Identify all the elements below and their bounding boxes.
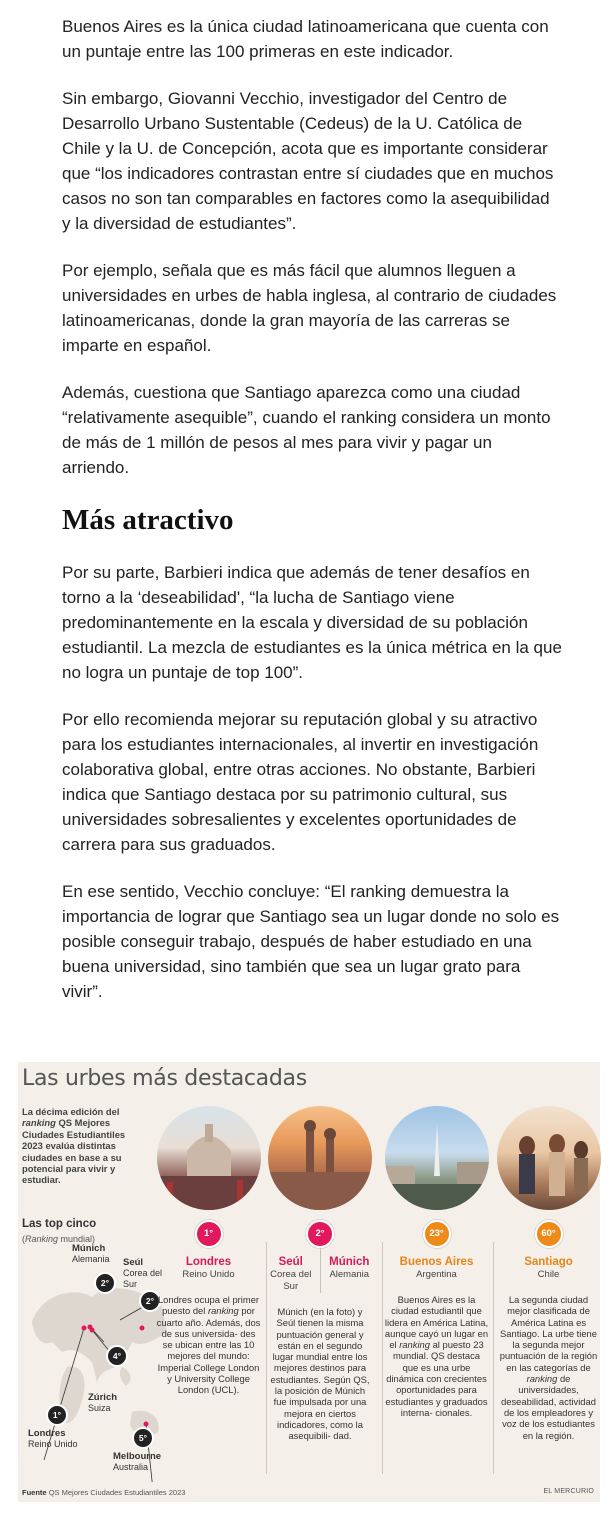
map-rank-zurich: 4° (106, 1345, 128, 1367)
desc-ba-a: Buenos Aires es la ciudad estudiantil que lidera en América Latina, aunque cayó un lugar en el (384, 1294, 489, 1351)
londres-photo (157, 1106, 261, 1210)
paragraph-5: Por su parte, Barbieri indica que además de tener desafíos en torno a la ‘deseabilidad', “la lucha de Santiago viene predominantemente en la escala y diversidad de su población estudiantil. La mezcla de estudiantes es la única métrica en la que no logra un puntaje de top 100”. (62, 563, 562, 682)
infographic (18, 1062, 600, 1502)
city-name-santiago: Santiago (524, 1256, 573, 1268)
map-munich-city: Múnich (72, 1243, 106, 1254)
city-column-londres (156, 1106, 261, 1396)
infographic-intro (22, 1106, 140, 1186)
top5-sub-c: mundial) (58, 1234, 96, 1244)
column-divider (382, 1242, 383, 1474)
paragraph-7: En ese sentido, Vecchio concluye: “El ranking demuestra la importancia de lograr que Santiago sea un lugar donde no solo es posible conseguir trabajo, después de haber estudiado en una buena universidad, sino también que sea un lugar grato para vivir”. (62, 882, 560, 1001)
rank-badge-londres: 1° (195, 1220, 223, 1248)
map-label-londres (28, 1428, 78, 1450)
map-rank-melbourne: 5° (132, 1427, 154, 1449)
city-name-buenos-aires: Buenos Aires (399, 1256, 474, 1268)
santiago-photo (497, 1106, 601, 1210)
city-column-buenos-aires (384, 1106, 489, 1418)
city-separator (320, 1248, 321, 1293)
map-melbourne-country: Australia (113, 1462, 149, 1472)
map-londres-city: Londres (28, 1428, 66, 1439)
country-munich: Alemania (329, 1269, 370, 1280)
city-name-seul: Seúl (278, 1256, 303, 1268)
source-label: Fuente (22, 1488, 47, 1497)
article-body (62, 14, 562, 1026)
city-column-santiago (496, 1106, 601, 1441)
paragraph-4: Además, cuestiona que Santiago aparezca como una ciudad “relativamente asequible”, cuando el ranking considera un monto de más de 1 millón de pesos al mes para vivir y pagar un arriendo. (62, 383, 551, 477)
desc-londres-b: ranking (207, 1305, 239, 1317)
top5-sub-a: ( (22, 1234, 25, 1244)
desc-ba-b: ranking (399, 1339, 430, 1351)
country-londres: Reino Unido (182, 1269, 235, 1280)
map-munich-country: Alemania (72, 1254, 110, 1264)
desc-santiago (496, 1294, 601, 1441)
map-zurich-country: Suiza (88, 1403, 111, 1413)
intro-text-a: La décima edición del (22, 1106, 120, 1117)
map-rank-londres: 1° (46, 1404, 68, 1426)
top5-sub-b: Ranking (25, 1234, 59, 1244)
map-seul-country: Corea del Sur (123, 1268, 163, 1289)
source-text: QS Mejores Ciudades Estudiantiles 2023 (48, 1488, 186, 1497)
desc-londres-c: por cuarto año. Además, dos de sus universida- des se ubican entre las 10 mejores del mundo: Imperial College London y University College London (UCL). (156, 1305, 261, 1396)
map-label-zurich (88, 1392, 117, 1414)
paragraph-1: Buenos Aires es la única ciudad latinoamericana que cuenta con un puntaje entre las 100 primeras en este indicador. (62, 17, 549, 61)
map-rank-munich: 2° (94, 1272, 116, 1294)
desc-londres (156, 1294, 261, 1396)
map-melbourne-city: Melbourne (113, 1451, 162, 1462)
rank-badge-buenos-aires: 23° (423, 1220, 451, 1248)
map-label-munich (72, 1243, 110, 1265)
top5-title: Las top cinco (22, 1218, 97, 1230)
desc-ba-c: al puesto 23 mundial. QS destaca que es una urbe dinámica con crecientes oportunidades para estudiantes y graduados interna- cionales. (385, 1339, 488, 1418)
city-name-londres: Londres (185, 1256, 232, 1268)
desc-santiago-a: La segunda ciudad mejor clasificada de América Latina es Santiago. La urbe tiene la segunda mejor puntuación de la región en las categorías de (499, 1294, 598, 1373)
intro-text-b: ranking (22, 1117, 56, 1129)
country-santiago: Chile (537, 1269, 560, 1280)
map-label-melbourne (113, 1451, 161, 1473)
country-buenos-aires: Argentina (416, 1269, 457, 1280)
infographic-title: Las urbes más destacadas (22, 1066, 307, 1091)
infographic-source (22, 1488, 185, 1497)
intro-text-c: QS Mejores Ciudades Estudiantiles 2023 evalúa distintas ciudades en base a su potencial para vivir y estudiar. (22, 1117, 126, 1186)
country-seul: Corea del Sur (270, 1269, 312, 1292)
rank-badge-seul-munich: 2° (306, 1220, 334, 1248)
munich-photo (268, 1106, 372, 1210)
desc-santiago-b: ranking (526, 1373, 558, 1385)
desc-seul-munich: Múnich (en la foto) y Seúl tienen la misma puntuación general y están en el segundo lugar mundial entre los mejores destinos para estudiantes. Según QS, la posición de Múnich fue impulsada por una mejora en ciertos indicadores, como la asequibili- dad. (270, 1306, 370, 1442)
map-rank-seul: 2° (139, 1290, 161, 1312)
city-column-seul-munich (264, 1106, 376, 1442)
city-split (264, 1248, 376, 1293)
paragraph-2: Sin embargo, Giovanni Vecchio, investigador del Centro de Desarrollo Urbano Sustentable (Cedeus) de la U. Católica de Chile y la U. de Concepción, acota que es importante considerar que “los indicadores contrastan entre sí ciudades que en muchos casos no son tan comparables en factores como la asequibilidad y la diversidad de estudiantes”. (62, 89, 554, 233)
rank-badge-santiago: 60° (535, 1220, 563, 1248)
buenos-aires-photo (385, 1106, 489, 1210)
city-name-munich: Múnich (329, 1256, 370, 1268)
desc-londres-a: Londres ocupa el primer puesto del (157, 1294, 260, 1317)
column-divider (493, 1242, 494, 1474)
desc-buenos-aires (384, 1294, 489, 1418)
brand-logo: EL MERCURIO (543, 1488, 594, 1495)
paragraph-3: Por ejemplo, señala que es más fácil que alumnos lleguen a universidades en urbes de habla inglesa, al contrario de ciudades latinoamericanas, donde la gran mayoría de las carreras se imparte en español. (62, 261, 557, 355)
world-map (22, 1243, 172, 1482)
desc-santiago-c: de universidades, deseabilidad, actividad de los empleadores y voz de los estudiantes en la región. (501, 1373, 596, 1441)
map-londres-country: Reino Unido (28, 1439, 78, 1449)
map-seul-city: Seúl (123, 1257, 144, 1268)
map-zurich-city: Zúrich (88, 1392, 118, 1403)
paragraph-6: Por ello recomienda mejorar su reputación global y su atractivo para los estudiantes internacionales, al invertir en investigación colaborativa global, entre otras acciones. No obstante, Barbieri indica que Santiago destaca por su patrimonio cultural, sus universidades sobresalientes y excelentes oportunidades de carrera para sus graduados. (62, 710, 539, 854)
section-heading: Más atractivo (62, 504, 234, 536)
